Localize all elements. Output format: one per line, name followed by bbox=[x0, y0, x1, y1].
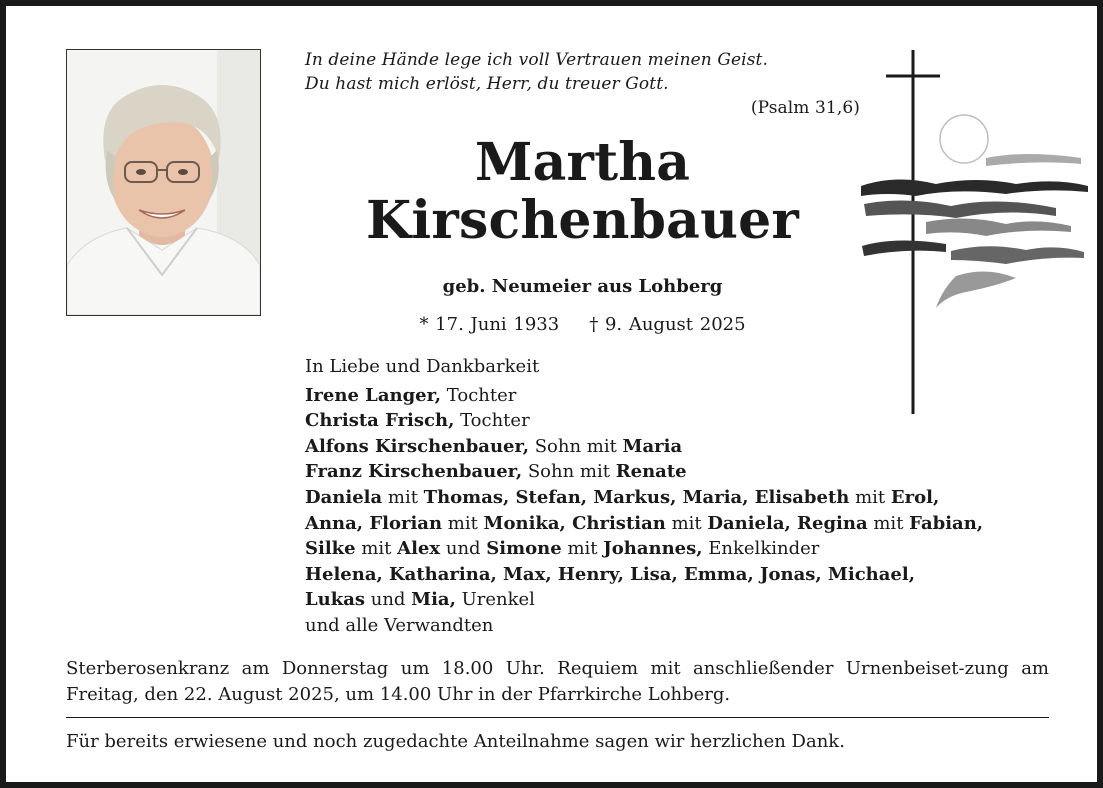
mourner-line bbox=[305, 485, 983, 511]
birth-date: * 17. Juni 1933 bbox=[419, 314, 560, 335]
mourners-intro: In Liebe und Dankbarkeit bbox=[305, 356, 540, 377]
mourner-name: Mia, bbox=[411, 589, 456, 611]
mourner-relation: mit bbox=[382, 486, 424, 508]
mourner-relation: Tochter bbox=[454, 410, 530, 432]
mourner-name: Daniela bbox=[305, 486, 383, 508]
deceased-name bbox=[305, 134, 860, 250]
death-date: † 9. August 2025 bbox=[589, 314, 746, 335]
mourner-relation: mit bbox=[665, 512, 708, 534]
mourner-relation: mit bbox=[561, 538, 604, 560]
mourner-relation: und bbox=[440, 538, 487, 560]
mourner-name: Erol, bbox=[890, 486, 940, 508]
mourner-name: Maria bbox=[622, 435, 683, 457]
mourner-name: Irene Langer, bbox=[305, 384, 442, 406]
mourner-name: Franz Kirschenbauer, bbox=[305, 461, 523, 483]
mourner-name: Daniela, Regina bbox=[707, 512, 868, 534]
mourner-relation: Enkelkinder bbox=[702, 538, 820, 560]
life-dates bbox=[305, 314, 860, 335]
service-details: Sterberosenkranz am Donnerstag um 18.00 Uhr. Requiem mit anschließender Urnenbeiset-zung am Freitag, den 22. August 2025, um 14.00 Uhr in der Pfarrkirche Lohberg. bbox=[66, 658, 1049, 705]
mourner-relation: mit bbox=[849, 486, 891, 508]
verse-line-1: In deine Hände lege ich voll Vertrauen meinen Geist. bbox=[305, 50, 768, 70]
divider bbox=[66, 717, 1049, 718]
mourner-line bbox=[305, 536, 983, 562]
verse-line-2: Du hast mich erlöst, Herr, du treuer Gott. bbox=[305, 74, 669, 94]
mourner-name: Renate bbox=[615, 461, 687, 483]
mourner-name: Thomas, Stefan, Markus, Maria, Elisabeth bbox=[423, 486, 850, 508]
mourner-name: Alex bbox=[397, 538, 441, 560]
mourner-line bbox=[305, 459, 983, 485]
mourner-name: Christa Frisch, bbox=[305, 410, 455, 432]
mourner-relation: Tochter bbox=[441, 384, 517, 406]
cross-landscape-illustration bbox=[856, 46, 1091, 421]
mourner-relation: mit bbox=[355, 538, 398, 560]
mourner-name: Johannes, bbox=[603, 538, 703, 560]
mourner-name: Alfons Kirschenbauer, bbox=[305, 435, 529, 457]
mourner-line bbox=[305, 562, 983, 588]
mourner-name: Anna, Florian bbox=[305, 512, 443, 534]
mourner-relation: Sohn mit bbox=[522, 461, 616, 483]
verse-source: (Psalm 31,6) bbox=[750, 98, 860, 118]
mourner-relation: mit bbox=[442, 512, 484, 534]
portrait-photo bbox=[66, 49, 261, 316]
mourner-line bbox=[305, 511, 983, 537]
sun-icon bbox=[940, 115, 988, 163]
mourner-relation: und bbox=[365, 589, 412, 611]
mourner-line bbox=[305, 434, 983, 460]
thanks-note: Für bereits erwiesene und noch zugedachte Anteilnahme sagen wir herzlichen Dank. bbox=[66, 731, 845, 752]
mourner-name: Monika, Christian bbox=[483, 512, 666, 534]
mourner-name: Simone bbox=[486, 538, 562, 560]
mourner-name: Helena, Katharina, Max, Henry, Lisa, Emma, Jonas, Michael, bbox=[305, 563, 915, 585]
mourner-name: Silke bbox=[305, 538, 356, 560]
mourner-relation: Urenkel bbox=[455, 589, 535, 611]
mourner-name: Fabian, bbox=[909, 512, 984, 534]
mourner-relation: Sohn mit bbox=[528, 435, 623, 457]
maiden-name: geb. Neumeier aus Lohberg bbox=[442, 276, 723, 297]
mourner-name: Lukas bbox=[305, 589, 366, 611]
mourner-line bbox=[305, 587, 983, 613]
last-name: Kirschenbauer bbox=[366, 190, 799, 251]
mourner-relation: mit bbox=[867, 512, 910, 534]
bible-verse bbox=[305, 48, 860, 120]
mourner-line bbox=[305, 613, 983, 639]
first-name: Martha bbox=[474, 132, 691, 193]
mourner-relation: und alle Verwandten bbox=[305, 614, 494, 636]
